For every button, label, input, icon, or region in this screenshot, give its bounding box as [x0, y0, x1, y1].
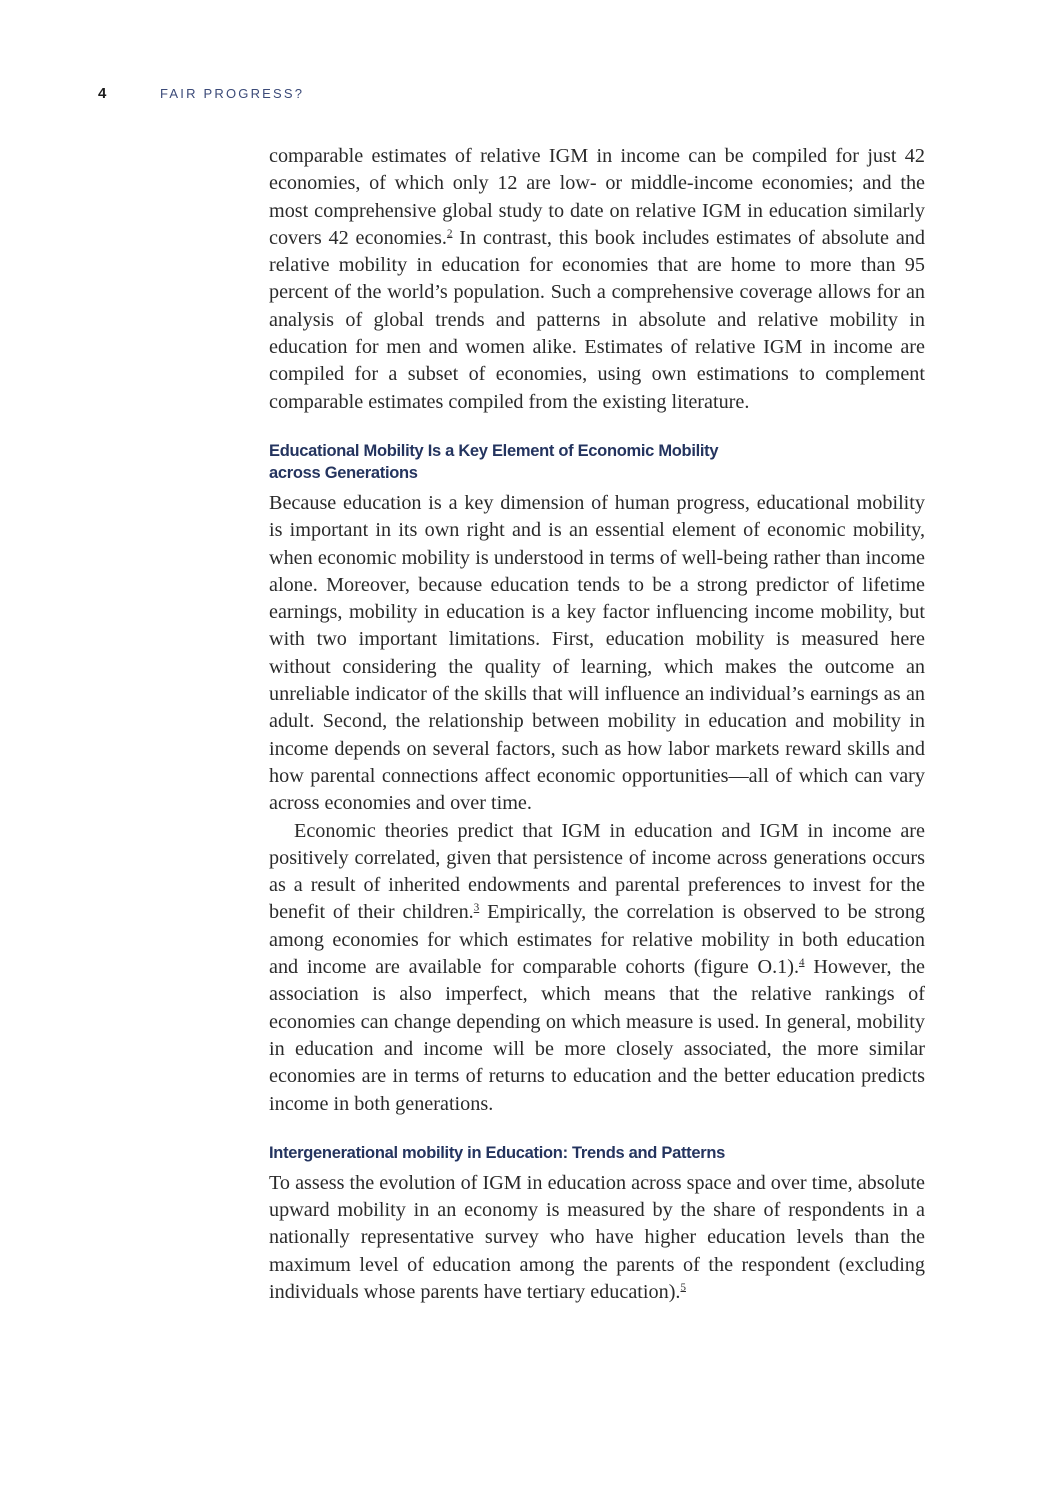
- paragraph-text: To assess the evolution of IGM in education across space and over time, absolute upward mobility in an economy is measured by the share of respondents in a nationally representative survey who have higher education levels than the maximum level of education among the parents of the respondent (excluding individuals whose parents have tertiary education).: [269, 1171, 925, 1303]
- footnote-link-5[interactable]: 5: [680, 1281, 686, 1294]
- paragraph-text: However, the association is also imperfect, which means that the relative rankings of economies can change depending on which measure is used. In general, mobility in education and income will be more closely associated, the more similar economies are in terms of returns to education and the better education predicts income in both generations.: [269, 956, 926, 1115]
- paragraph-text: In contrast, this book includes estimates of absolute and relative mobility in education for economies that are home to more than 95 percent of the world’s population. Such a comprehensive coverage allows for an analysis of global trends and patterns in absolute and relative mobility in education for men and women alike. Estimates of relative IGM in income are compiled for a subset of economies, using own estimations to complement comparable estimates compiled from the existing literature.: [269, 226, 925, 413]
- footnote-link-3[interactable]: 3: [473, 901, 480, 914]
- paragraph-assess-evolution: [269, 1170, 925, 1306]
- heading-line-2: across Generations: [269, 463, 418, 482]
- section-heading-igm-education: Intergenerational mobility in Education: Trends and Patterns: [269, 1143, 725, 1162]
- paragraph-education-dimension: Because education is a key dimension of human progress, educational mobility is important in its own right and is an essential element of economic mobility, when economic mobility is understood in terms of well-being rather than income alone. Moreover, because education tends to be a strong predictor of lifetime earnings, mobility in education is a key factor influencing income mobility, but with two important limitations. First, education mobility is measured here without considering the quality of learning, which makes the outcome an unreliable indicator of the skills that will influence an individual’s earnings as an adult. Second, the relationship between mobility in education and mobility in income depends on several factors, such as how labor markets reward skills and how parental connections affect economic opportunities—all of which can vary across economies and over time.: [269, 491, 925, 815]
- paragraph-intro: [269, 143, 925, 416]
- footnote-link-4[interactable]: 4: [799, 956, 805, 969]
- body-text: [269, 143, 925, 1306]
- paragraph-economic-theories: [269, 818, 925, 1118]
- paragraph-text: Empirically, the correlation is observed to be strong among economies for which estimates for relative mobility in both education and income are available for comparable cohorts (figure O.1).: [269, 901, 926, 979]
- paragraph-text: Economic theories predict that IGM in education and IGM in income are positively correlated, given that persistence of income across generations occurs as a result of inherited endowments and parental preferences to invest for the benefit of their children.: [269, 819, 925, 924]
- section-heading-educational-mobility: [269, 440, 925, 484]
- paragraph-text: comparable estimates of relative IGM in income can be compiled for just 42 economies, of which only 12 are low- or middle-income economies; and the most comprehensive global study to date on relative IGM in education similarly covers 42 economies.: [269, 145, 925, 249]
- running-head: [98, 85, 304, 105]
- page-number: 4: [98, 85, 107, 102]
- footnote-link-2[interactable]: 2: [446, 227, 453, 240]
- heading-line-1: Educational Mobility Is a Key Element of Economic Mobility: [269, 441, 719, 460]
- book-title: FAIR PROGRESS?: [160, 86, 305, 101]
